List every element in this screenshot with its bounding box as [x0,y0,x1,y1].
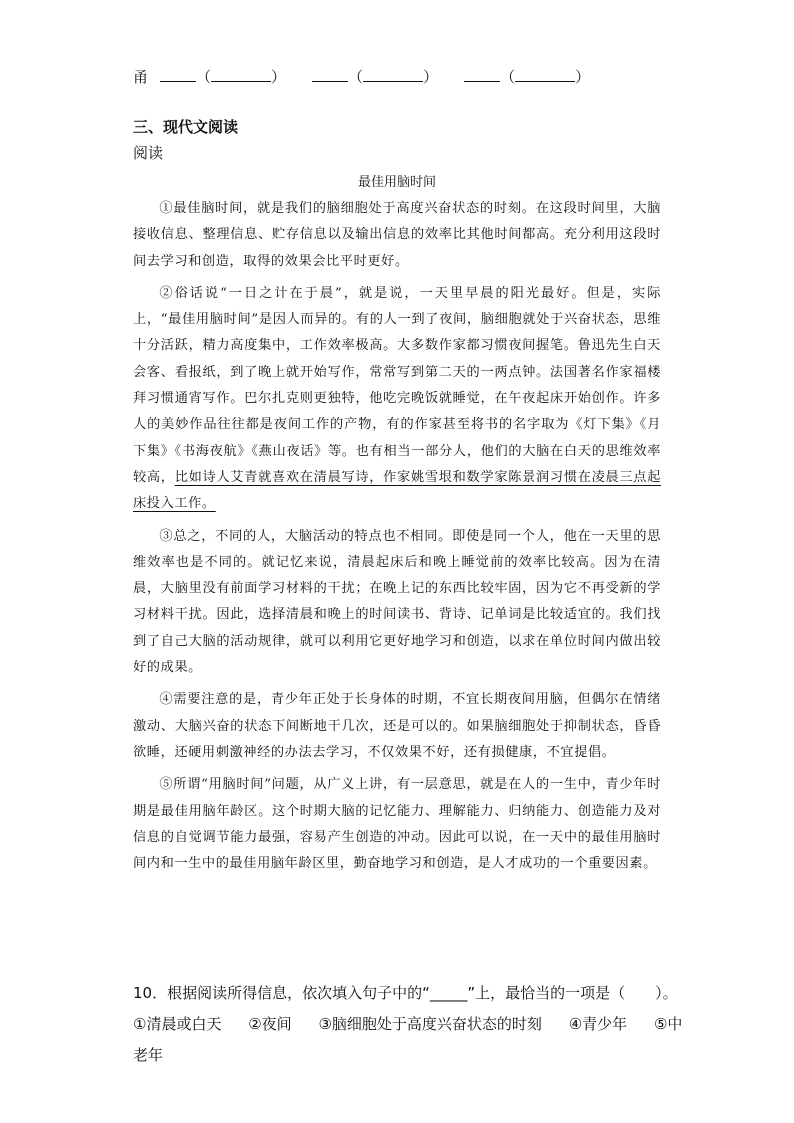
option-5-continued: 老年 [133,1046,164,1064]
answer-blank-paren[interactable] [211,67,271,82]
answer-blank-paren[interactable] [515,67,575,82]
answer-blank[interactable] [464,67,500,82]
fill-blank-row [133,66,616,87]
paragraph-3: ③总之，不同的人，大脑活动的特点也不相同。即使是同一个人，他在一天里的思维效率也是不同的。就记忆来说，清晨起床后和晚上睡觉前的效率比较高。因为在清晨，大脑里没有前面学习材料的干扰；在晚上记的东西比较牢固，因为它不再受新的学习材料干扰。因此，选择清晨和晚上的时间读书、背诗、记单词是比较适宜的。我们找到了自己大脑的活动规律，就可以利用它更好地学习和创造，以求在单位时间内做出较好的成果。 [133,528,661,676]
option-1: ①清晨或白天 [133,1015,222,1033]
article-title: 最佳用脑时间 [357,175,436,190]
article-body [133,196,661,883]
close-paren: ） [423,68,439,86]
answer-blank[interactable] [312,67,348,82]
option-5: ⑤中 [653,1015,683,1033]
paragraph-4: ④需要注意的是，青少年正处于长身体的时期，不宜长期夜间用脑，但偶尔在情绪激动、大脑兴奋的状态下间断地干几次，还是可以的。如果脑细胞处于抑制状态，昏昏欲睡，还硬用刺激神经的办法去学习，不仅效果不好，还有损健康，不宜提倡。 [133,692,661,760]
paragraph-1: ①最佳脑时间，就是我们的脑细胞处于高度兴奋状态的时刻。在这段时间里，大脑接收信息、整理信息、贮存信息以及输出信息的效率比其他时间都高。充分利用这段时间去学习和创造，取得的效果会比平时更好。 [133,201,661,269]
answer-blank-paren[interactable] [363,67,423,82]
paragraph-2 [133,281,661,518]
question-10: 10．根据阅读所得信息，依次填入句子中的“_____”上，最恰当的一项是（ ）。 [133,984,678,1002]
option-4: ④青少年 [568,1015,628,1033]
open-paren: （ [196,68,212,86]
open-paren: （ [500,68,516,86]
blank-row-character: 甬 [133,68,149,86]
blank-group-3 [464,66,590,87]
section-subheading: 阅读 [133,144,164,162]
paragraph-5: ⑤所谓“用脑时间”问题，从广义上讲，有一层意思，就是在人的一生中，青少年时期是最佳用脑年龄区。这个时期大脑的记忆能力、理解能力、归纳能力、创造能力及对信息的自觉调节能力最强，容易产生创造的冲动。因此可以说，在一天中的最佳用脑时间内和一生中的最佳用脑年龄区里，勤奋地学习和创造，是人才成功的一个重要因素。 [133,777,661,872]
open-paren: （ [348,68,364,86]
blank-group-2 [312,66,438,87]
paragraph-2-text: ②俗话说“一日之计在于晨”，就是说，一天里早晨的阳光最好。但是，实际上，“最佳用脑时间”是因人而异的。有的人一到了夜间，脑细胞就处于兴奋状态，思维十分活跃，精力高度集中，工作效率极高。大多数作家都习惯夜间握笔。鲁迅先生白天会客、看报纸，到了晚上就开始写作，常常写到第二天的一两点钟。法国著名作家福楼拜习惯通宵写作。巴尔扎克则更独特，他吃完晚饭就睡觉，在午夜起床开始创作。许多人的美妙作品往往都是夜间工作的产物，有的作家甚至将书的名字取为《灯下集》《月下集》《书海夜航》《燕山夜话》等。也有相当一部分人，他们的大脑在白天的思维效率较高， [133,285,661,485]
section-heading: 三、现代文阅读 [133,118,239,136]
underlined-sentence: 比如诗人艾青就喜欢在清晨写诗，作家姚雪垠和数学家陈景润习惯在凌晨三点起床投入工作。 [133,469,661,512]
close-paren: ） [271,68,287,86]
blank-group-1 [160,66,286,87]
option-2: ②夜间 [248,1015,292,1033]
option-3: ③脑细胞处于高度兴奋状态的时刻 [318,1015,542,1033]
answer-options [133,1013,704,1034]
close-paren: ） [575,68,591,86]
answer-blank[interactable] [160,67,196,82]
